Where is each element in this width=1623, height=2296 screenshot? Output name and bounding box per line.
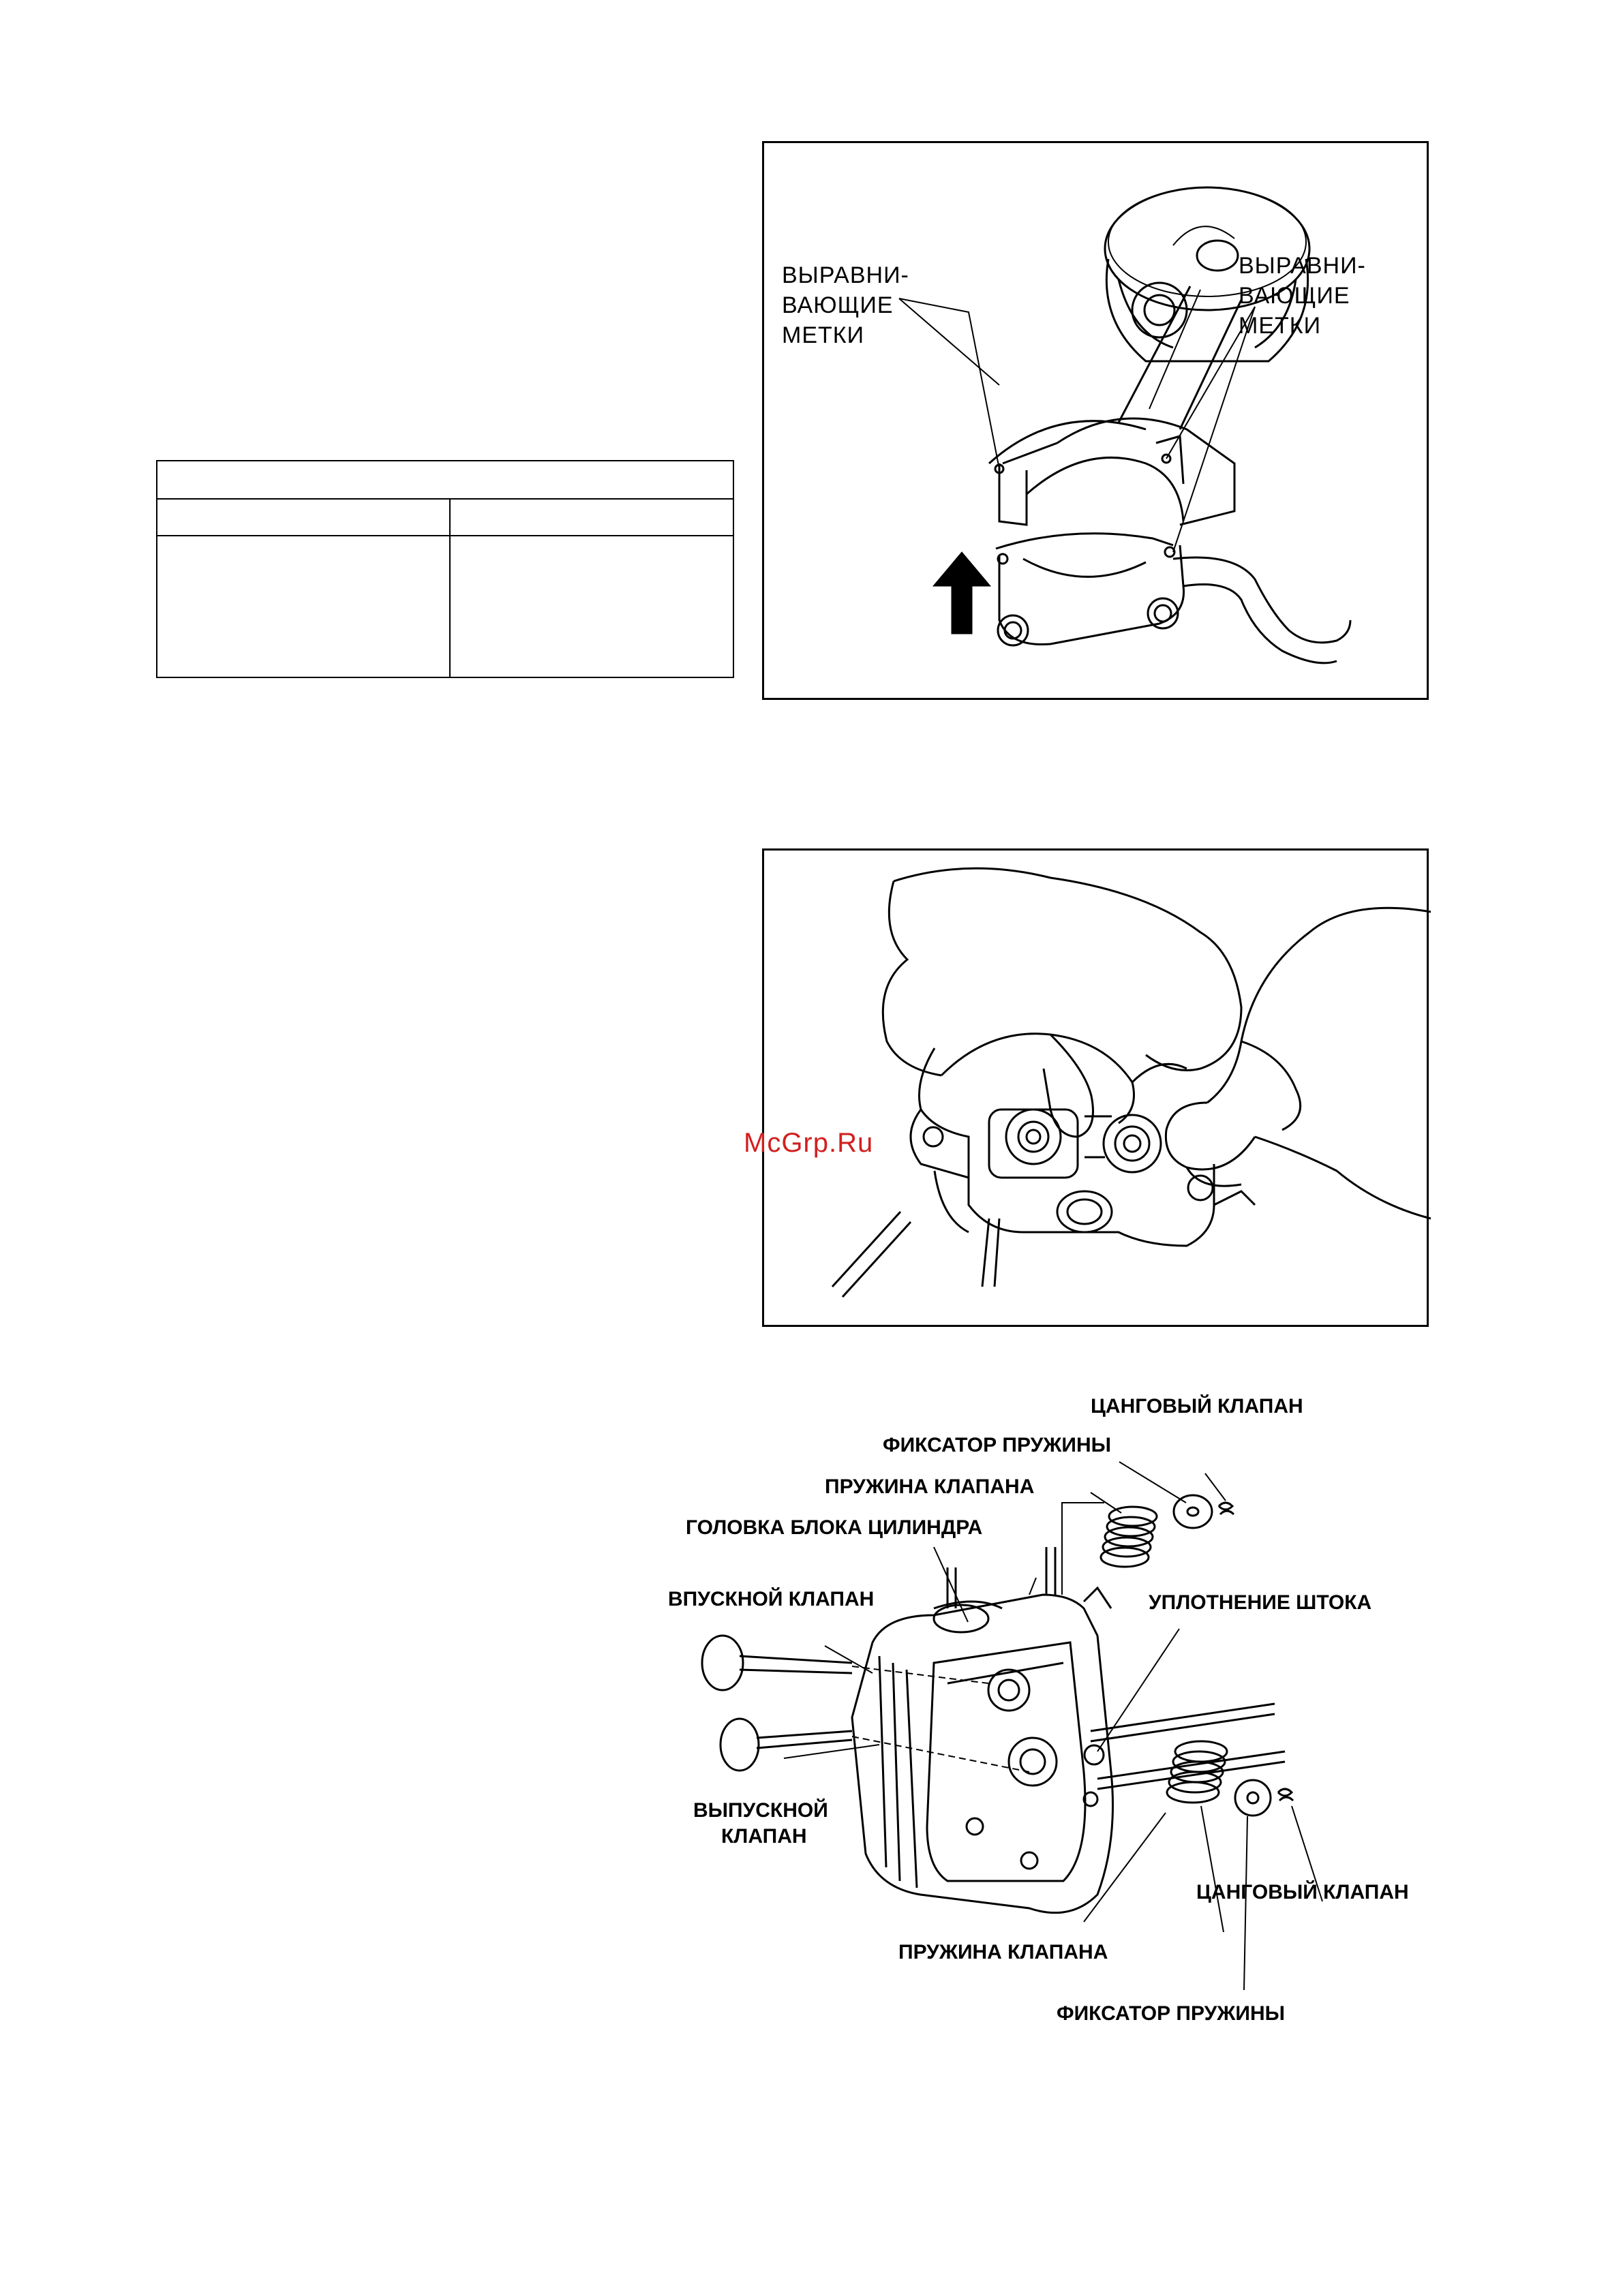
label-cylinder-head: ГОЛОВКА БЛОКА ЦИЛИНДРА <box>686 1516 983 1539</box>
label-spring-top: ПРУЖИНА КЛАПАНА <box>825 1475 1035 1498</box>
table-header-row <box>157 461 733 500</box>
alignment-marks-label-right-1: ВЫРАВНИ- <box>1239 253 1366 279</box>
table-column-divider <box>449 500 451 677</box>
label-exhaust-valve-2: КЛАПАН <box>721 1825 807 1848</box>
label-collet-bottom: ЦАНГОВЫЙ КЛАПАН <box>1196 1881 1409 1903</box>
figure-cylinder-head-exploded <box>648 1390 1445 2031</box>
table-subheader-row <box>157 500 733 536</box>
alignment-marks-label-right-2: ВАЮЩИЕ <box>1239 283 1350 309</box>
empty-spec-table <box>156 460 734 678</box>
cylinder-head-exploded-drawing <box>648 1390 1445 2031</box>
label-retainer-bottom: ФИКСАТОР ПРУЖИНЫ <box>1057 2002 1285 2025</box>
alignment-marks-label-left-3: МЕТКИ <box>782 322 865 348</box>
label-stem-seal: УПЛОТНЕНИЕ ШТОКА <box>1149 1591 1372 1614</box>
alignment-marks-label-left-1: ВЫРАВНИ- <box>782 262 909 288</box>
upper-valve-spring <box>1101 1507 1157 1567</box>
label-spring-bottom: ПРУЖИНА КЛАПАНА <box>898 1941 1108 1963</box>
label-collet-top: ЦАНГОВЫЙ КЛАПАН <box>1091 1395 1303 1418</box>
figure-piston-rod <box>762 141 1429 700</box>
watermark: McGrp.Ru <box>744 1128 874 1158</box>
alignment-marks-label-right-3: МЕТКИ <box>1239 313 1322 339</box>
label-retainer-top: ФИКСАТОР ПРУЖИНЫ <box>883 1434 1111 1456</box>
label-intake-valve: ВПУСКНОЙ КЛАПАН <box>668 1588 875 1610</box>
alignment-marks-label-left-2: ВАЮЩИЕ <box>782 292 894 318</box>
valve-spring-drawing <box>764 851 1431 1329</box>
piston-rod-drawing <box>764 143 1431 702</box>
label-exhaust-valve-1: ВЫПУСКНОЙ <box>693 1799 828 1822</box>
figure-valve-spring-removal <box>762 848 1429 1327</box>
